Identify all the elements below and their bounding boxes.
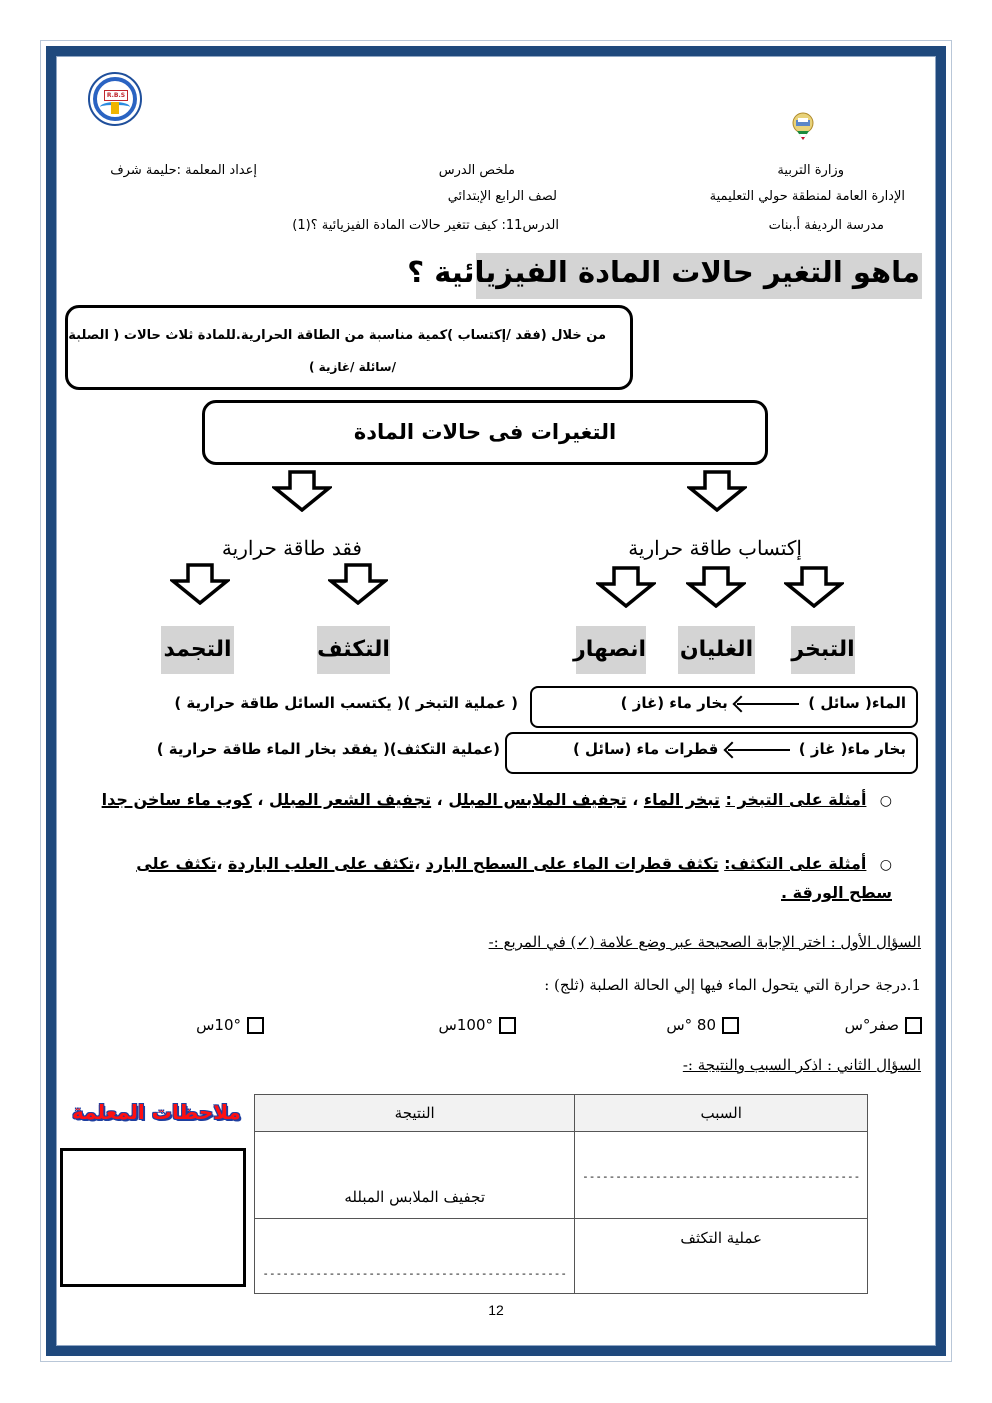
- teacher-name: إعداد المعلمة :حليمة شرف: [110, 163, 257, 178]
- example-item: تجفيف الشعر المبلل: [269, 790, 432, 809]
- checkbox[interactable]: [722, 1017, 739, 1034]
- evaporation-label: أمثلة على التبخر :: [725, 790, 867, 809]
- option-label: صفر°س: [844, 1016, 899, 1034]
- down-arrow-icon: [328, 563, 388, 605]
- teacher-notes-label: ملاحظات المعلمة: [72, 1100, 241, 1124]
- kuwait-emblem-icon: [790, 112, 816, 142]
- doc-type: ملخص الدرس: [438, 163, 515, 178]
- logo-text: R.B.S: [104, 90, 128, 101]
- grade: لصف الرابع الإبتدائي: [447, 189, 557, 204]
- table-row: [255, 1219, 868, 1294]
- teacher-notes-box[interactable]: [60, 1148, 246, 1287]
- intro-box: [65, 305, 633, 390]
- directorate-name: الإدارة العامة لمنطقة حولي التعليمية: [709, 189, 905, 204]
- school-name: مدرسة الرديفة أ.بنات: [768, 218, 884, 233]
- option-1[interactable]: [845, 1016, 922, 1034]
- blank-answer-line[interactable]: ----------------------------------------------: [262, 1267, 568, 1280]
- table-cell-effect[interactable]: [255, 1219, 575, 1294]
- pencil-icon: [111, 102, 119, 114]
- intro-line-1: من خلال (فقد /إكتساب )كمية مناسبة من الطاقة الحرارية.للمادة ثلاث حالات ( الصلبة: [68, 328, 606, 343]
- blank-answer-line[interactable]: ------------------------------------------: [582, 1170, 861, 1183]
- down-arrow-icon: [784, 566, 844, 608]
- state-condensation: التكثف: [317, 626, 390, 674]
- column-header-effect: النتيجة: [255, 1095, 575, 1132]
- option-2[interactable]: [666, 1016, 739, 1034]
- loss-label: فقد طاقة حرارية: [221, 536, 362, 560]
- ministry-name: وزارة التربية: [777, 163, 844, 178]
- page-number: 12: [488, 1302, 504, 1318]
- cause-effect-table: [254, 1094, 868, 1294]
- state-melting: انصهار: [576, 626, 646, 674]
- example-item: تكثف على سطح الورقة .: [136, 854, 892, 902]
- option-4[interactable]: [196, 1016, 264, 1034]
- changes-title: التغيرات فى حالات المادة: [353, 420, 617, 444]
- school-logo: [88, 72, 142, 126]
- process-desc-condensation: (عملية التكثف)( يفقد بخار الماء طاقة حرارية ): [156, 740, 500, 758]
- down-arrow-icon: [272, 470, 332, 512]
- page-title: ماهو التغير حالات المادة الفيزيائية ؟: [407, 255, 920, 289]
- question-1-text: 1.درجة حرارة التي يتحول الماء فيها إلي الحالة الصلبة (ثلج) :: [544, 976, 921, 994]
- down-arrow-icon: [686, 566, 746, 608]
- table-cell-cause[interactable]: [575, 1132, 868, 1219]
- gain-label: إكتساب طاقة حرارية: [628, 536, 802, 560]
- process-condensation: [573, 740, 906, 758]
- bullet-icon: ○: [866, 793, 892, 809]
- condensation-label: أمثلة على التكثف:: [724, 854, 867, 873]
- lesson-title: الدرس11: كيف تتغير حالات المادة الفيزيائية ؟(1): [292, 218, 559, 233]
- state-freezing: التجمد: [161, 626, 234, 674]
- option-label: 80 °س: [666, 1016, 716, 1034]
- state-evaporation: التبخر: [791, 626, 855, 674]
- down-arrow-icon: [170, 563, 230, 605]
- process-from: بخار ماء( غاز ): [798, 740, 906, 758]
- process-to: بخار ماء (غاز ): [620, 694, 728, 712]
- down-arrow-icon: [687, 470, 747, 512]
- example-item: تكثف قطرات الماء على السطح البارد: [425, 854, 719, 873]
- down-arrow-icon: [596, 566, 656, 608]
- option-label: 10°س: [196, 1016, 241, 1034]
- intro-line-2: /سائلة /غازية ): [309, 360, 396, 374]
- example-item: كوب ماء ساخن جدا: [101, 790, 252, 809]
- state-boiling: الغليان: [678, 626, 755, 674]
- evaporation-examples: ○ أمثلة على التبخر : تبخر الماء ، تجفيف الملابس المبلل ، تجفيف الشعر المبلل ، كوب ماء ساخن جدا: [101, 790, 892, 809]
- checkbox[interactable]: [905, 1017, 922, 1034]
- table-cell-effect: تجفيف الملابس المبلله: [255, 1132, 575, 1219]
- checkbox[interactable]: [499, 1017, 516, 1034]
- table-cell-cause: عملية التكثف: [575, 1219, 868, 1294]
- question-2-heading: السؤال الثاني : اذكر السبب والنتيجة :-: [682, 1056, 921, 1074]
- bullet-icon: ○: [866, 857, 892, 873]
- column-header-cause: السبب: [575, 1095, 868, 1132]
- checkbox[interactable]: [247, 1017, 264, 1034]
- example-item: تجفيف الملابس المبلل: [448, 790, 627, 809]
- example-item: تبخر الماء: [643, 790, 720, 809]
- left-arrow-icon: [737, 703, 799, 705]
- table-row: [255, 1132, 868, 1219]
- option-3[interactable]: [439, 1016, 516, 1034]
- question-1-heading: السؤال الأول : اختر الإجابة الصحيحة عبر وضع علامة (✓) في المربع :-: [488, 933, 921, 951]
- example-item: تكثف على العلب الباردة: [228, 854, 415, 873]
- process-to: قطرات ماء (سائل ): [572, 740, 719, 758]
- left-arrow-icon: [728, 749, 790, 751]
- condensation-examples: ○ أمثلة على التكثف: تكثف قطرات الماء على السطح البارد ،تكثف على العلب الباردة ،تكثف على سطح الورقة .: [136, 854, 892, 902]
- option-label: 100°س: [438, 1016, 493, 1034]
- process-from: الماء( سائل ): [808, 694, 906, 712]
- process-evaporation: [621, 694, 906, 712]
- process-desc-evaporation: ( عملية التبخر )( يكتسب السائل طاقة حرارية ): [174, 694, 518, 712]
